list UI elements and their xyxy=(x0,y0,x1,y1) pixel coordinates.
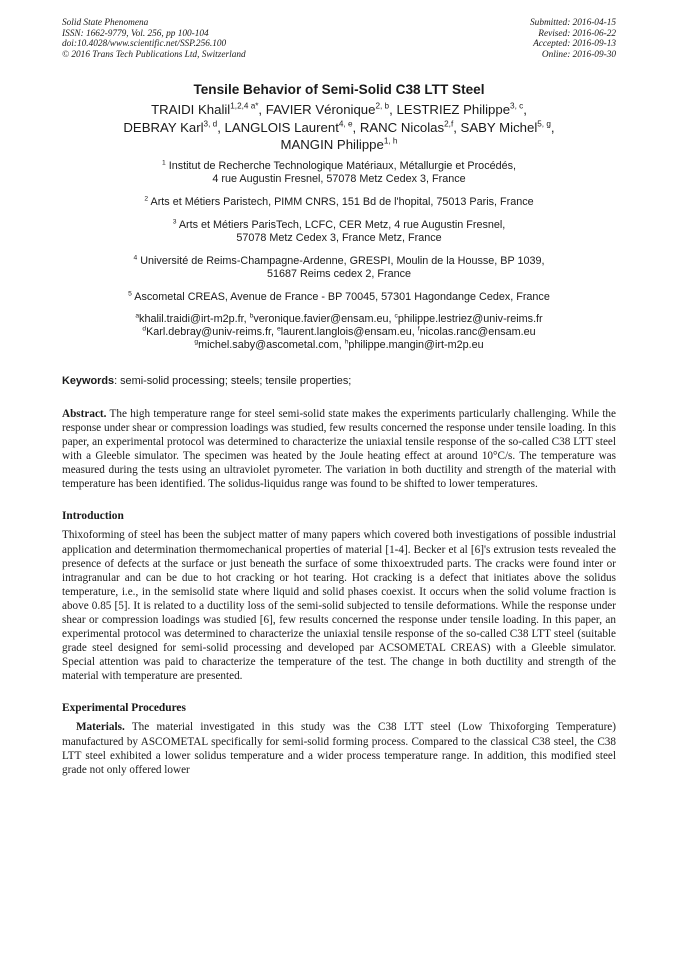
author: DEBRAY Karl$^{3, d}$, xyxy=(123,119,225,135)
materials-text: The material investigated in this study was the C38 LTT steel (Low Thixoforging Temperature) manufactured by ASCOMETAL specifically for semi-solid forming process. Compared to the classical C38 steel, the C38 LTT steel exhibited a lower solidus temperature and a wider process temperature range. In addition, this modified steel grade not only offered lower xyxy=(62,721,616,776)
journal-info xyxy=(62,18,246,60)
email-line: $^g$michel.saby@ascometal.com, $^h$philippe.mangin@irt-m2p.eu xyxy=(194,338,484,352)
introduction-paragraph: Thixoforming of steel has been the subject matter of many papers which covered both investigations of possible industrial application and determination thermomechanical properties of material [1-4]. Becker et al [6]'s extrusion tests revealed the presence of defects at the surface or just beneath the surface of some thixoextruded parts. The cracks were found inter or intragranular and can be due to hot cracking or hot tearing. Hot cracking is a defect that initiates above the solidus temperature, i.e., in the semisolid state where liquid and solid phases coexist. It occurs when the solid volume fraction is above 0.85 [5]. It is related to a ductility loss of the semi-solid subjected to tensile deformations. While the response under shear or compression loadings was studied [6], few results concerned the response under tensile loading. In this paper, an experimental protocol was determined to characterize the uniaxial tensile response of the so-called C38 LTT steel (suitable grade steel designed for semi-solid processing and developed par ACSOMETAL CREAS) with a Gleeble simulator. Special attention was paid to characterize the temperature of the test. The change in both ductility and strength of the material with temperature are presented. xyxy=(62,529,616,683)
keywords-label: Keywords xyxy=(62,374,115,387)
section-heading-experimental: Experimental Procedures xyxy=(62,702,186,715)
date-revised: Revised: 2016-06-22 xyxy=(538,28,616,39)
journal-copyright: © 2016 Trans Tech Publications Ltd, Switzerland xyxy=(62,49,246,60)
author-list xyxy=(62,101,616,154)
section-heading-introduction: Introduction xyxy=(62,510,124,523)
keywords xyxy=(62,375,616,387)
email-list xyxy=(62,313,616,353)
abstract xyxy=(62,407,616,492)
paper-title: Tensile Behavior of Semi-Solid C38 LTT Steel xyxy=(193,82,485,98)
journal-name: Solid State Phenomena xyxy=(62,18,149,28)
journal-header xyxy=(62,18,616,60)
publication-dates xyxy=(530,18,616,60)
affiliation-item: $^4$ Université de Reims-Champagne-Ardenne, GRESPI, Moulin de la Housse, BP 1039, 51687 Reims cedex 2, France xyxy=(133,254,545,281)
author: SABY Michel$^{5, g}$, xyxy=(460,119,555,135)
materials-runin: Materials. xyxy=(76,721,125,734)
date-online: Online: 2016-09-30 xyxy=(541,49,616,60)
date-accepted: Accepted: 2016-09-13 xyxy=(533,39,616,50)
author: TRAIDI Khalil$^{1,2,4 a*}$, xyxy=(151,101,266,118)
affiliation-item: $^5$ Ascometal CREAS, Avenue de France - BP 70045, 57301 Hagondange Cedex, France xyxy=(128,290,550,304)
author: MANGIN Philippe$^{1, h}$ xyxy=(280,136,398,153)
keywords-text: : semi-solid processing; steels; tensile properties; xyxy=(114,374,352,387)
materials-paragraph xyxy=(62,720,616,776)
abstract-text: The high temperature range for steel semi-solid state makes the experiments particularly challenging. While the response under shear or compression loadings was studied, few results concerned the response under tensile loading. In this paper, an experimental protocol was determined to characterize the uniaxial tensile response of the so-called C38 LTT steel with a Gleeble simulator. The specimen was heated by the Joule heating effect at around 10°C/s. The temperature was measured during the tests using an ultraviolet pyrometer. The variation in both ductility and strength of the material with temperature has been identified. The solidus-liquidus range was found to be shifted to lower temperatures. xyxy=(62,407,616,491)
author: LANGLOIS Laurent$^{4, e}$, xyxy=(224,119,360,135)
author: FAVIER Véronique$^{2, b}$, xyxy=(265,101,397,118)
abstract-label: Abstract. xyxy=(62,407,107,420)
affiliation-item: $^3$ Arts et Métiers ParisTech, LCFC, CER Metz, 4 rue Augustin Fresnel, 57078 Metz Cedex 3, France Metz, France xyxy=(172,218,506,245)
date-submitted: Submitted: 2016-04-15 xyxy=(530,18,616,28)
affiliation-item: $^2$ Arts et Métiers Paristech, PIMM CNRS, 151 Bd de l'hopital, 75013 Paris, France xyxy=(144,195,534,209)
journal-doi: doi:10.4028/www.scientific.net/SSP.256.100 xyxy=(62,39,227,50)
affiliation-list xyxy=(62,160,616,305)
author: LESTRIEZ Philippe$^{3, c}$, xyxy=(396,101,527,118)
affiliation-item: $^1$ Institut de Recherche Technologique Matériaux, Métallurgie et Procédés, 4 rue Augustin Fresnel, 57078 Metz Cedex 3, France xyxy=(161,159,517,186)
email-line: $^d$Karl.debray@univ-reims.fr, $^e$laurent.langlois@ensam.eu, $^f$nicolas.ranc@ensam.eu xyxy=(142,325,536,339)
email-line: $^a$khalil.traidi@irt-m2p.fr, $^b$veronique.favier@ensam.eu, $^c$philippe.lestriez@univ-reims.fr xyxy=(135,312,543,325)
journal-issn: ISSN: 1662-9779, Vol. 256, pp 100-104 xyxy=(62,28,209,39)
author: RANC Nicolas$^{2,f}$, xyxy=(359,119,461,135)
